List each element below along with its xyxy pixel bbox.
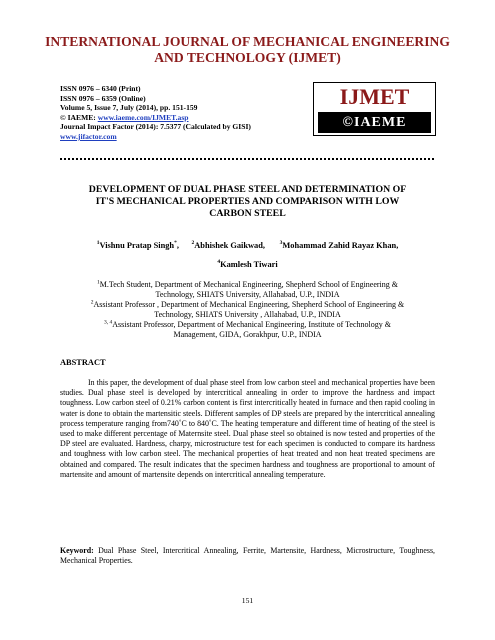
author-sep: , [396, 241, 399, 250]
abstract-body: In this paper, the development of dual phase steel from low carbon steel and mechanical properties have been studies. Dual phase steel is developed by intercritical annealing in order to improve the hardness and impact toughness. Low carbon steel of 0.21% carbon content is first intercritically heated in furnace and then rapid cooling in water is done to obtain the martensitic steels. Different samples of DP steels are prepared by the intercritical annealing process temperature ranging from740˚C to 840˚C. The heating temperature and different time of heating of the steel is used to make different percentage of Maternsite steel. Dual phase steel so obtained is now tested and properties of the DP steel are evaluated. Hardness, charpy, microstructure test for each specimen is conducted to compare its hardness and toughness with low carbon steel. The mechanical properties of heat treated and non heat treated specimens are obtained and compared. The result indicates that the specimen hardness and toughness are proportional to amount of martensite and amount of martensite depends on intercritical annealing temperature. [60, 378, 435, 479]
authors-line1 [60, 240, 435, 251]
page-number: 151 [241, 596, 254, 605]
affiliation-sup: 3, 4 [104, 319, 113, 326]
author-name: Kamlesh Tiwari [220, 260, 278, 269]
abstract-heading: ABSTRACT [60, 358, 106, 367]
affiliation-sup: 2 [90, 299, 94, 306]
affiliation-1 [60, 280, 435, 300]
author-name: Vishnu Pratap Singh [99, 241, 175, 250]
author-sep: , [262, 241, 265, 250]
issn-online: ISSN 0976 – 6359 (Online) [60, 93, 146, 103]
affiliation-line [60, 320, 435, 330]
iaeme-link[interactable]: www.iaeme.com/IJMET.asp [97, 112, 189, 122]
paper-title-line1: DEVELOPMENT OF DUAL PHASE STEEL AND DETERMINATION OF [88, 184, 407, 195]
keywords-paragraph [60, 546, 435, 566]
affiliation-text: M.Tech Student, Department of Mechanical Engineering, Shepherd School of Engineering & [99, 280, 398, 289]
paper-title-line2: IT'S MECHANICAL PROPERTIES AND COMPARISON WITH LOW [95, 196, 400, 207]
jifactor-link[interactable]: www.jifactor.com [60, 132, 117, 141]
jifactor-line [60, 132, 117, 142]
author-sup: 2 [191, 240, 195, 247]
impact-factor: Journal Impact Factor (2014): 7.5377 (Calculated by GISI) [60, 122, 251, 132]
journal-title-line2: AND TECHNOLOGY (IJMET) [154, 50, 341, 65]
affiliation-text: Assistant Professor , Department of Mechanical Engineering, Shepherd School of Engineering & [93, 300, 405, 309]
affiliation-line: Management, GIDA, Gorakhpur, U.P., INDIA [173, 330, 322, 339]
affiliation-2 [60, 300, 435, 320]
logo-iaeme-banner: ©IAEME [318, 112, 431, 133]
iaeme-line [60, 113, 189, 123]
issn-print: ISSN 0976 – 6340 (Print) [60, 84, 141, 93]
author-sup: 3 [279, 240, 283, 247]
affiliation-line: Technology, SHIATS University, Allahabad, U.P., INDIA [155, 290, 340, 299]
header-divider [60, 158, 434, 160]
affiliation-line [60, 280, 435, 290]
volume-info: Volume 5, Issue 7, July (2014), pp. 151-159 [60, 103, 198, 113]
authors-line2 [60, 259, 435, 270]
author-sup: 1 [96, 240, 100, 247]
affiliation-text: Assistant Professor, Department of Mechanical Engineering, Institute of Technology & [112, 320, 391, 329]
author-name: Mohammad Zahid Rayaz Khan [282, 241, 397, 250]
keyword-list: Dual Phase Steel, Intercritical Annealing, Ferrite, Martensite, Hardness, Microstructure, Toughness, Mechanical Properties. [60, 546, 435, 566]
journal-title-line1: INTERNATIONAL JOURNAL OF MECHANICAL ENGINEERING [45, 34, 450, 49]
affiliation-3 [60, 320, 435, 340]
author-sup: 4 [217, 259, 221, 266]
keyword-label: Keyword: [60, 546, 94, 555]
author-sep: , [176, 241, 179, 250]
iaeme-prefix: © IAEME: [60, 112, 98, 122]
affiliation-sup: 1 [97, 279, 100, 286]
paper-title-line3: CARBON STEEL [209, 208, 286, 219]
corresponding-mark: * [174, 240, 177, 247]
logo-title: IJMET [339, 84, 410, 109]
ijmet-logo [313, 82, 436, 136]
author-name: Abhishek Gaikwad [194, 241, 263, 250]
affiliation-line [60, 300, 435, 310]
affiliation-line: Technology, SHIATS University , Allahabad, U.P., INDIA [154, 310, 341, 319]
